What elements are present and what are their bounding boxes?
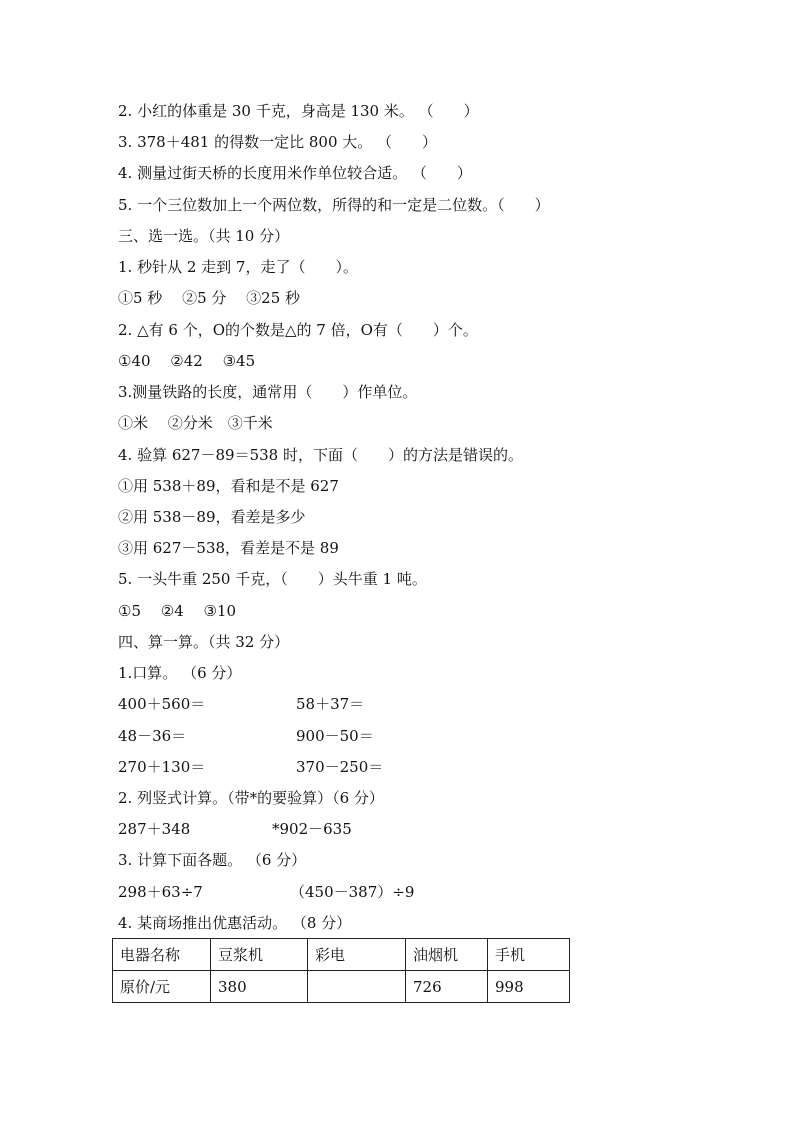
mall-heading: 4. 某商场推出优惠活动。 （8 分） [118, 914, 352, 932]
judge-item: 2. 小红的体重是 30 千克，身高是 130 米。 （ ） [118, 102, 479, 120]
choose-options-2: ①40 ②42 ③45 [118, 352, 256, 370]
choose-options-3: ①米 ②分米 ③千米 [118, 414, 273, 432]
choose-option-4-1: ①用 538＋89，看和是不是 627 [118, 477, 339, 495]
table-row [113, 939, 570, 971]
table-cell: 手机 [488, 939, 570, 971]
table-row [113, 971, 570, 1003]
oral-problem: 58＋37＝ [296, 695, 365, 713]
compute-problem: 298＋63÷7 [118, 883, 203, 901]
section-heading-calc: 四、算一算。（共 32 分） [118, 633, 290, 651]
table-cell: 豆浆机 [211, 939, 308, 971]
table-cell: 电器名称 [113, 939, 211, 971]
choose-option-4-3: ③用 627－538，看差是不是 89 [118, 539, 339, 557]
table-cell: 彩电 [308, 939, 406, 971]
vertical-heading: 2. 列竖式计算。（带*的要验算）（6 分） [118, 789, 384, 807]
choose-question-3: 3.测量铁路的长度，通常用（ ）作单位。 [118, 383, 418, 401]
table-cell: 380 [211, 971, 308, 1003]
oral-problem: 270＋130＝ [118, 758, 206, 776]
oral-problem: 900－50＝ [296, 727, 374, 745]
choose-question-5: 5. 一头牛重 250 千克，（ ）头牛重 1 吨。 [118, 570, 427, 588]
section-heading-choose: 三、选一选。（共 10 分） [118, 227, 290, 245]
judge-item: 3. 378＋481 的得数一定比 800 大。 （ ） [118, 133, 438, 151]
table-cell: 油烟机 [406, 939, 488, 971]
price-table [112, 938, 570, 1003]
choose-question-1: 1. 秒针从 2 走到 7，走了（ ）。 [118, 258, 358, 276]
judge-item: 5. 一个三位数加上一个两位数，所得的和一定是二位数。（ ） [118, 196, 550, 214]
table-cell: 726 [406, 971, 488, 1003]
vertical-problem: 287＋348 [118, 820, 191, 838]
oral-problem: 400＋560＝ [118, 695, 206, 713]
table-cell [308, 971, 406, 1003]
vertical-problem: *902－635 [272, 820, 352, 838]
oral-problem: 48－36＝ [118, 727, 187, 745]
compute-heading: 3. 计算下面各题。 （6 分） [118, 851, 307, 869]
oral-problem: 370－250＝ [296, 758, 384, 776]
choose-options-5: ①5 ②4 ③10 [118, 602, 237, 620]
table-cell: 998 [488, 971, 570, 1003]
choose-option-4-2: ②用 538－89，看差是多少 [118, 508, 306, 526]
oral-heading: 1.口算。 （6 分） [118, 664, 242, 682]
choose-question-2: 2. △有 6 个，O的个数是△的 7 倍，O有（ ）个。 [118, 321, 478, 339]
compute-problem: （450－387）÷9 [290, 883, 415, 901]
table-cell: 原价/元 [113, 971, 211, 1003]
choose-question-4: 4. 验算 627－89＝538 时，下面（ ）的方法是错误的。 [118, 446, 523, 464]
judge-item: 4. 测量过街天桥的长度用米作单位较合适。 （ ） [118, 164, 472, 182]
choose-options-1: ①5 秒 ②5 分 ③25 秒 [118, 289, 301, 307]
